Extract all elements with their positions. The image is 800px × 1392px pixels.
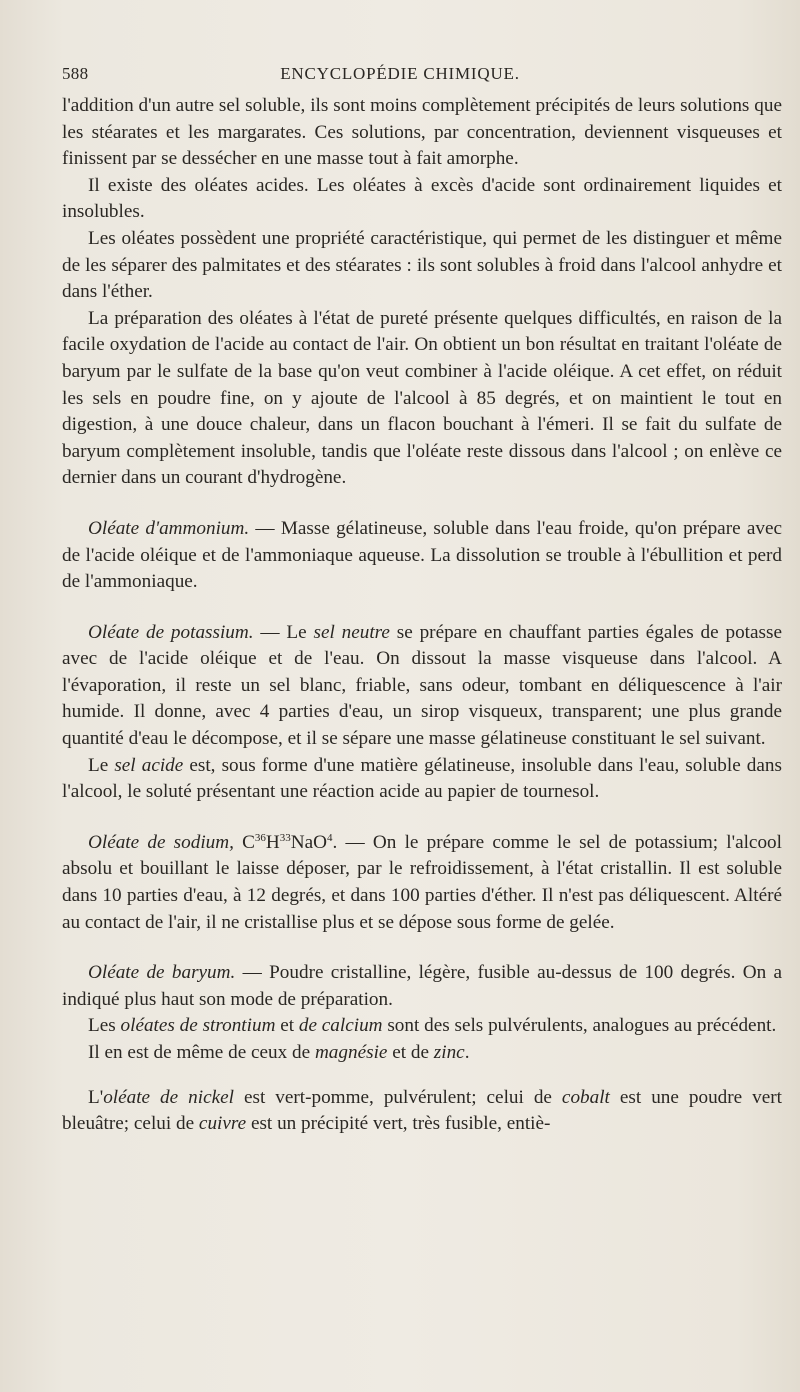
paragraph-sel-acide: Le sel acide est, sous forme d'une matière gélatineuse, insoluble dans l'eau, soluble dans l'alcool, le soluté présentant une réaction acide au papier de tournesol. [62, 754, 782, 803]
paragraph-propriete: Les oléates possèdent une propriété caractéristique, qui permet de les distinguer et même de les séparer des palmitates et des stéarates : ils sont solubles à froid dans l'alcool anhydre et dans l'éther. [62, 227, 782, 303]
entry-oleate-ammonium: Oléate d'ammonium. — Masse gélatineuse, soluble dans l'eau froide, qu'on prépare avec de l'acide oléique et de l'ammoniaque aqueuse. La dissolution se trouble à l'ébullition et perd de l'ammoniaque. [62, 517, 782, 593]
entry-oleate-sodium: Oléate de sodium, $C^{36}H^{33}NaO^4$. — On le prépare comme le sel de potassium; l'alcool absolu et bouillant le laisse déposer, par le refroidissement, à l'état cristallin. Il est soluble dans 10 parties d'eau, à 12 degrés, et dans 100 parties d'éther. Il n'est pas déliquescent. Altéré au contact de l'air, il ne cristallise plus et se dépose sous forme de gelée. [62, 831, 782, 933]
page-body [62, 93, 782, 1138]
running-title: ENCYCLOPÉDIE CHIMIQUE. [280, 64, 520, 83]
entry-title: Oléate de sodium, [88, 831, 234, 853]
entry-title: Oléate d'ammonium. [88, 517, 250, 539]
entry-title: Oléate de baryum. [88, 962, 236, 984]
entry-oleate-potassium: Oléate de potassium. — Le sel neutre se prépare en chauffant parties égales de potasse avec de l'acide oléique et de l'eau. On dissout la masse visqueuse dans l'alcool. A l'évaporation, il reste un sel blanc, friable, sans odeur, tombant en déliquescence à l'air humide. Il donne, avec 4 parties d'eau, un sirop visqueux, transparent; une plus grande quantité d'eau le décompose, et il se sépare une masse gélatineuse constituant le sel suivant. [62, 621, 782, 750]
paragraph-strontium-calcium: Les oléates de strontium et de calcium sont des sels pulvérulents, analogues au précédent. [88, 1015, 777, 1037]
chemical-formula: $C^{36}H^{33}NaO^4$. [233, 831, 338, 853]
entry-title: Oléate de potassium. [88, 621, 254, 643]
paragraph-preparation: La préparation des oléates à l'état de pureté présente quelques difficultés, en raison de la facile oxydation de l'acide au contact de l'air. On obtient un bon résultat en traitant l'oléate de baryum par le sulfate de la base qu'on veut combiner à l'acide oléique. A cet effet, on réduit les sels en poudre fine, on y ajoute de l'alcool à 85 degrés, et on maintient le tout en digestion, à une douce chaleur, dans un flacon bouchant à l'émeri. Il se fait du sulfate de baryum complètement insoluble, tandis que l'oléate reste dissous dans l'alcool ; on enlève ce dernier dans un courant d'hydrogène. [62, 307, 782, 489]
entry-oleate-nickel: L'oléate de nickel est vert-pomme, pulvérulent; celui de cobalt est une poudre vert bleuâtre; celui de cuivre est un précipité vert, très fusible, entiè- [62, 1086, 782, 1135]
page-number: 588 [62, 64, 89, 83]
paragraph-continuation: l'addition d'un autre sel soluble, ils sont moins complètement précipités de leurs solutions que les stéarates et les margarates. Ces solutions, par concentration, deviennent visqueuses et finissent par se dessécher en une masse tout à fait amorphe. [62, 95, 782, 170]
entry-oleate-baryum: Oléate de baryum. — Poudre cristalline, légère, fusible au-dessus de 100 degrés. On a indiqué plus haut son mode de préparation. [62, 962, 782, 1010]
paragraph-oleates-acides: Il existe des oléates acides. Les oléates à excès d'acide sont ordinairement liquides et insolubles. [62, 174, 782, 223]
page-header [62, 64, 738, 90]
paragraph-magnesie-zinc: Il en est de même de ceux de magnésie et de zinc. [88, 1042, 470, 1063]
